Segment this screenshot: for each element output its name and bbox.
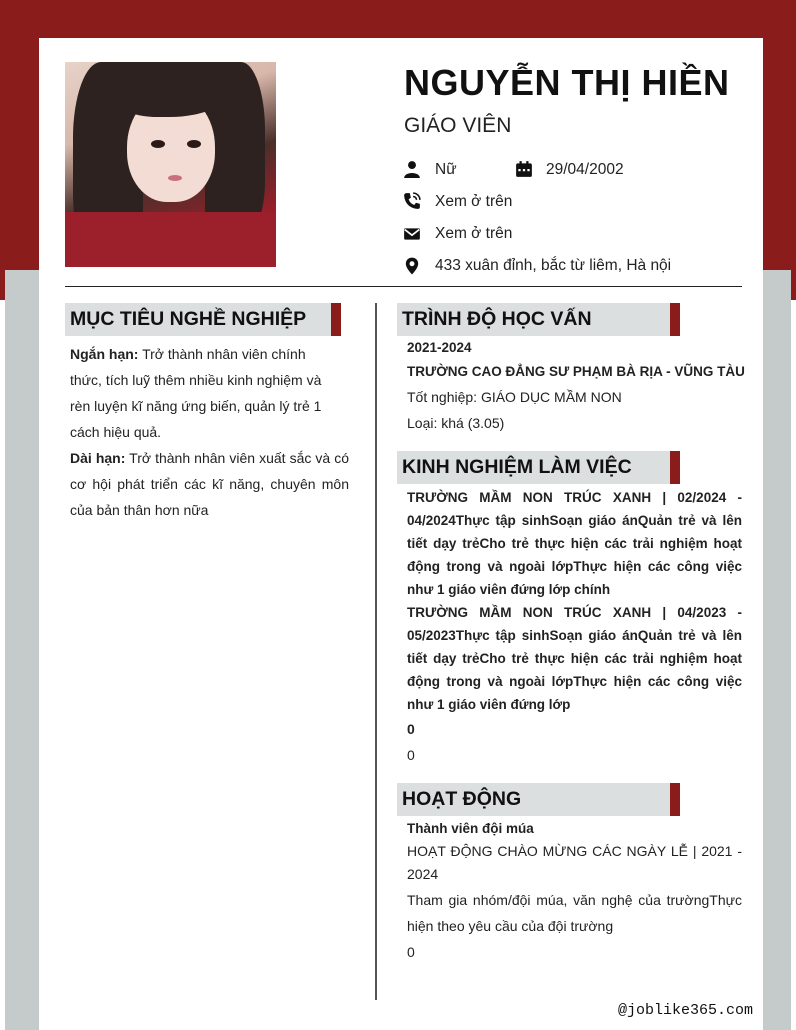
education-heading: TRÌNH ĐỘ HỌC VẤN (397, 303, 680, 336)
email-icon (403, 225, 421, 243)
education-period: 2021-2024 (407, 340, 472, 355)
address-value: 433 xuân đỉnh, bắc từ liêm, Hà nội (435, 257, 672, 274)
education-school: TRƯỜNG CAO ĐẲNG SƯ PHẠM BÀ RỊA - VŨNG TÀU (407, 364, 745, 379)
education-major: Tốt nghiệp: GIÁO DỤC MẦM NON (407, 389, 622, 405)
birthday-value: 29/04/2002 (546, 161, 624, 178)
user-icon (403, 160, 421, 178)
objective-short: Ngắn hạn: Trở thành nhân viên chính thức, tích luỹ thêm nhiều kinh nghiệm và rèn luyện kĩ năng ứng biến, quản lý trẻ 1 cách hiệu quả. (70, 346, 322, 440)
education-grade: Loại: khá (3.05) (407, 415, 505, 431)
experience-entry: TRƯỜNG MẦM NON TRÚC XANH | 02/2024 - 04/2024Thực tập sinhSoạn giáo ánQuản trẻ và lên tiết dạy trẻCho trẻ thực hiện các trải nghiệm hoạt động trong và ngoài lớpThực hiện các công việc như 1 giáo viên đứng lớp chính (407, 490, 742, 597)
profile-photo (65, 62, 276, 267)
email-value: Xem ở trên (435, 225, 513, 242)
activity-description: Tham gia nhóm/đội múa, văn nghệ của trườngThực hiện theo yêu cầu của đội trường (407, 892, 742, 934)
objective-heading: MỤC TIÊU NGHỀ NGHIỆP (65, 303, 341, 336)
objective-long: Dài hạn: Trở thành nhân viên xuất sắc và có cơ hội phát triển các kĩ năng, chuyên môn của bản thân hơn nữa (70, 450, 350, 518)
job-title: GIÁO VIÊN (404, 114, 512, 137)
activities-heading: HOẠT ĐỘNG (397, 783, 680, 816)
header-divider (65, 286, 742, 287)
location-pin-icon (403, 257, 421, 275)
phone-value: Xem ở trên (435, 193, 513, 210)
experience-heading: KINH NGHIỆM LÀM VIỆC (397, 451, 680, 484)
column-divider (375, 303, 377, 1000)
experience-entry: TRƯỜNG MẦM NON TRÚC XANH | 04/2023 - 05/2023Thực tập sinhSoạn giáo ánQuản trẻ và lên tiết dạy trẻCho trẻ thực hiện các trải nghiệm hoạt động trong và ngoài lớpThực hiện các công việc như 1 giáo viên đứng lớp (407, 605, 742, 712)
phone-icon (403, 192, 421, 210)
experience-extra-bold: 0 (407, 721, 415, 737)
activity-extra: 0 (407, 944, 415, 960)
activity-event: HOẠT ĐỘNG CHÀO MỪNG CÁC NGÀY LỄ | 2021 - 2024 (407, 843, 742, 882)
watermark: @joblike365.com (617, 1002, 753, 1019)
experience-extra: 0 (407, 747, 415, 763)
candidate-name: NGUYỄN THỊ HIỀN (404, 62, 730, 103)
gender-value: Nữ (435, 161, 457, 178)
calendar-icon (515, 160, 533, 178)
activity-role: Thành viên đội múa (407, 821, 534, 836)
